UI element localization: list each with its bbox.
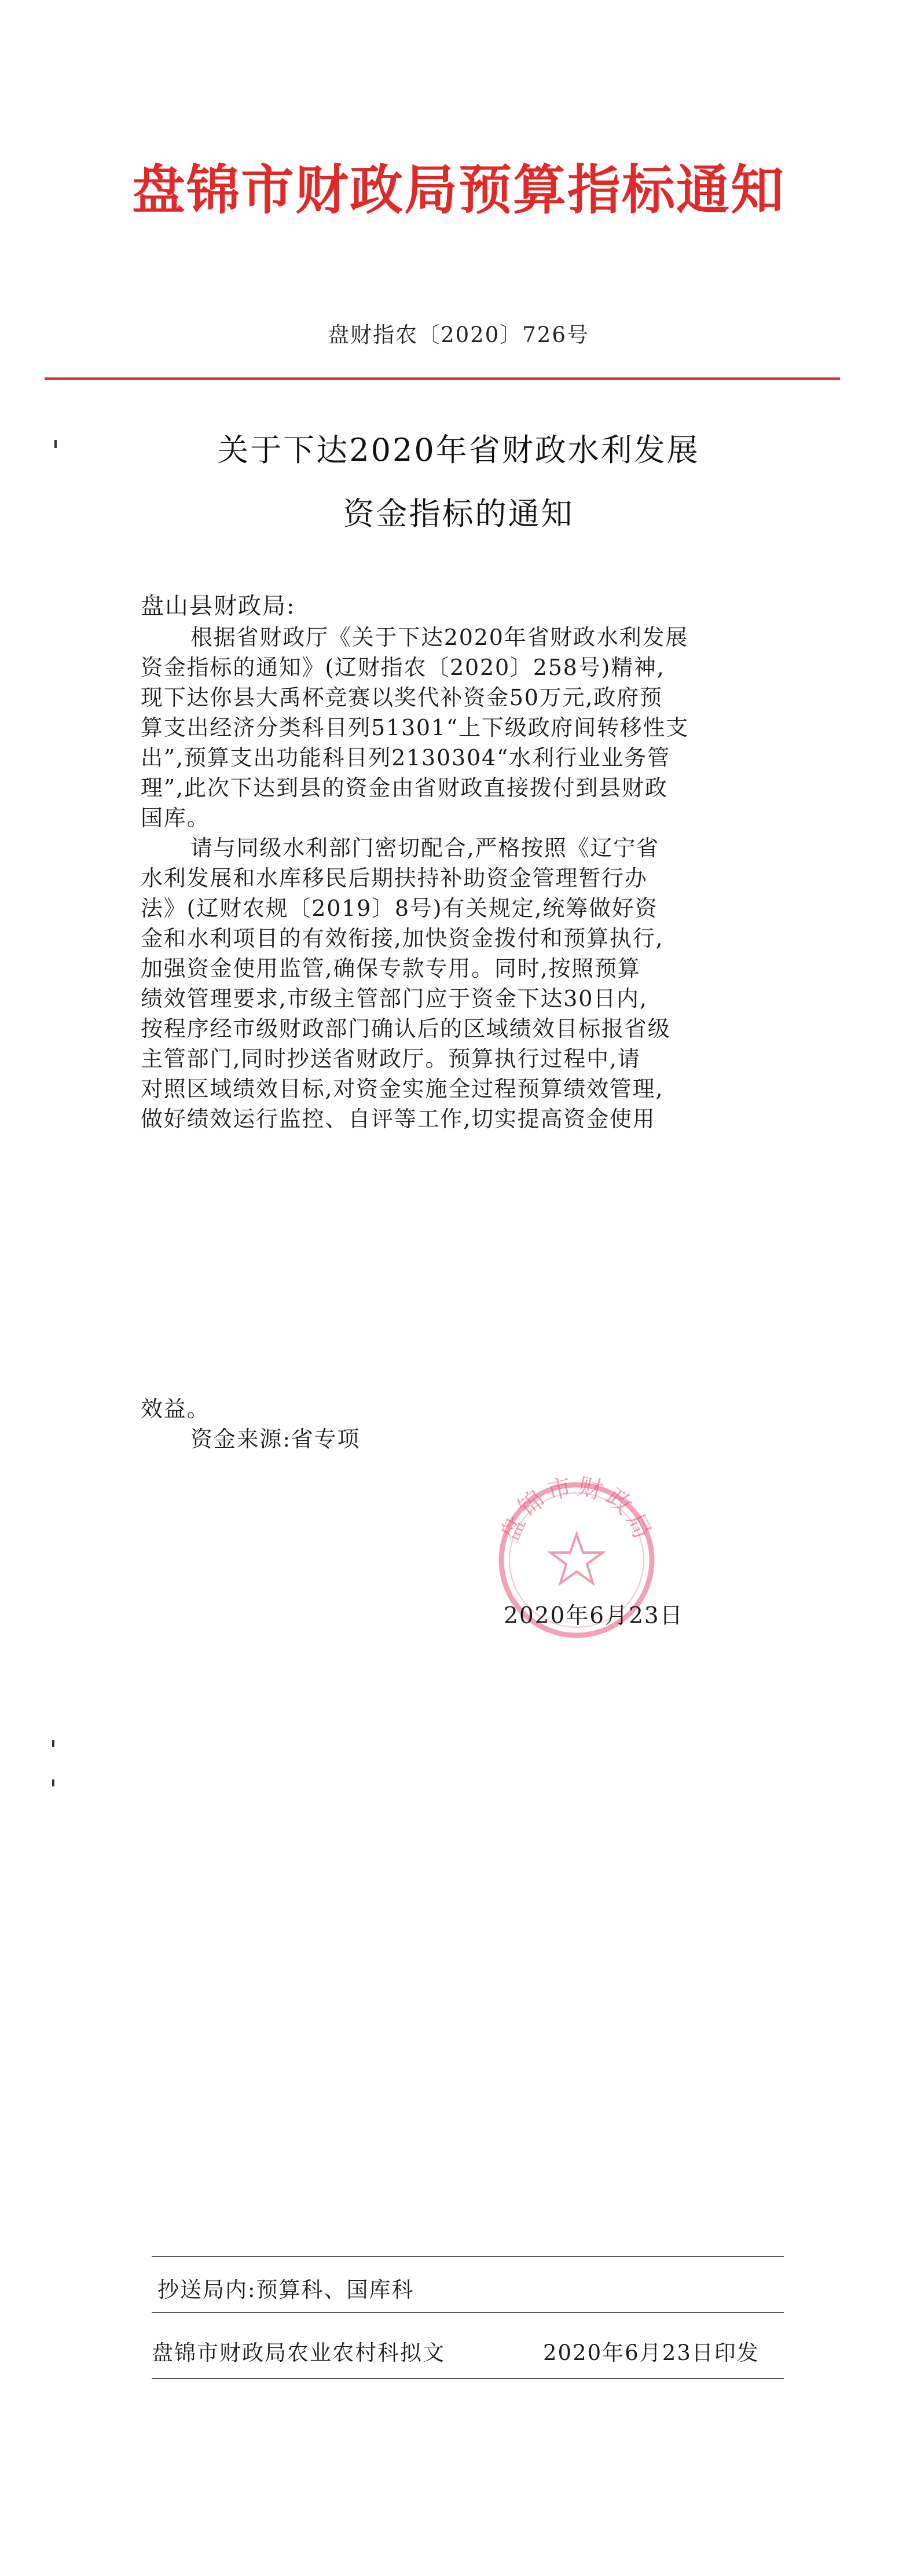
footer-divider <box>152 2256 784 2257</box>
red-divider <box>45 377 840 380</box>
seal-text: 盘锦市财政局 <box>494 1473 659 1546</box>
document-header-title: 盘锦市财政局预算指标通知 <box>131 159 785 221</box>
body-line: 根据省财政厅《关于下达2020年省财政水利发展 <box>190 625 689 650</box>
footer-divider <box>152 2378 784 2379</box>
issuer: 盘锦市财政局农业农村科拟文 <box>152 2340 445 2365</box>
notice-title-line-2: 资金指标的通知 <box>343 496 574 532</box>
body-line: 加强资金使用监管,确保专款专用。同时,按照预算 <box>141 956 641 981</box>
footer-divider <box>152 2312 784 2313</box>
body-line: 法》(辽财农规〔2019〕8号)有关规定,统筹做好资 <box>141 896 658 921</box>
body-line: 请与同级水利部门密切配合,严格按照《辽宁省 <box>190 835 659 861</box>
body-line: 现下达你县大禹杯竞赛以奖代补资金50万元,政府预 <box>141 685 663 710</box>
body-line: 绩效管理要求,市级主管部门应于资金下达30日内, <box>141 986 648 1011</box>
salutation: 盘山县财政局: <box>141 593 296 619</box>
cc-recipients: 抄送局内:预算科、国库科 <box>157 2277 415 2302</box>
body-text <box>141 622 772 1134</box>
signature-date: 2020年6月23日 <box>504 1603 684 1629</box>
body-line: 国库。 <box>141 805 210 831</box>
funding-source: 资金来源:省专项 <box>190 1426 361 1452</box>
body-line: 资金指标的通知》(辽财指农〔2020〕258号)精神, <box>141 655 665 680</box>
body-tail-text <box>141 1394 772 1454</box>
notice-title-line-1: 关于下达2020年省财政水利发展 <box>217 432 700 468</box>
issue-date: 2020年6月23日印发 <box>543 2340 760 2365</box>
scan-speck <box>52 1740 54 1747</box>
body-line: 对照区域绩效目标,对资金实施全过程预算绩效管理, <box>141 1076 664 1102</box>
body-line: 效益。 <box>141 1396 210 1422</box>
body-line: 算支出经济分类科目列51301“上下级政府间转移性支 <box>141 715 689 740</box>
body-line: 按程序经市级财政部门确认后的区域绩效目标报省级 <box>141 1016 671 1041</box>
body-line: 出”,预算支出功能科目列2130304“水利行业业务管 <box>141 745 670 770</box>
scan-speck <box>52 1779 54 1786</box>
document-number: 盘财指农〔2020〕726号 <box>328 322 589 347</box>
body-line: 做好绩效运行监控、自评等工作,切实提高资金使用 <box>141 1106 656 1132</box>
body-line: 理”,此次下达到县的资金由省财政直接拨付到县财政 <box>141 775 668 801</box>
star-icon <box>551 1534 603 1583</box>
body-line: 水利发展和水库移民后期扶持补助资金管理暂行办 <box>141 865 648 891</box>
body-line: 主管部门,同时抄送省财政厅。预算执行过程中,请 <box>141 1046 641 1072</box>
body-line: 金和水利项目的有效衔接,加快资金拨付和预算执行, <box>141 926 664 951</box>
